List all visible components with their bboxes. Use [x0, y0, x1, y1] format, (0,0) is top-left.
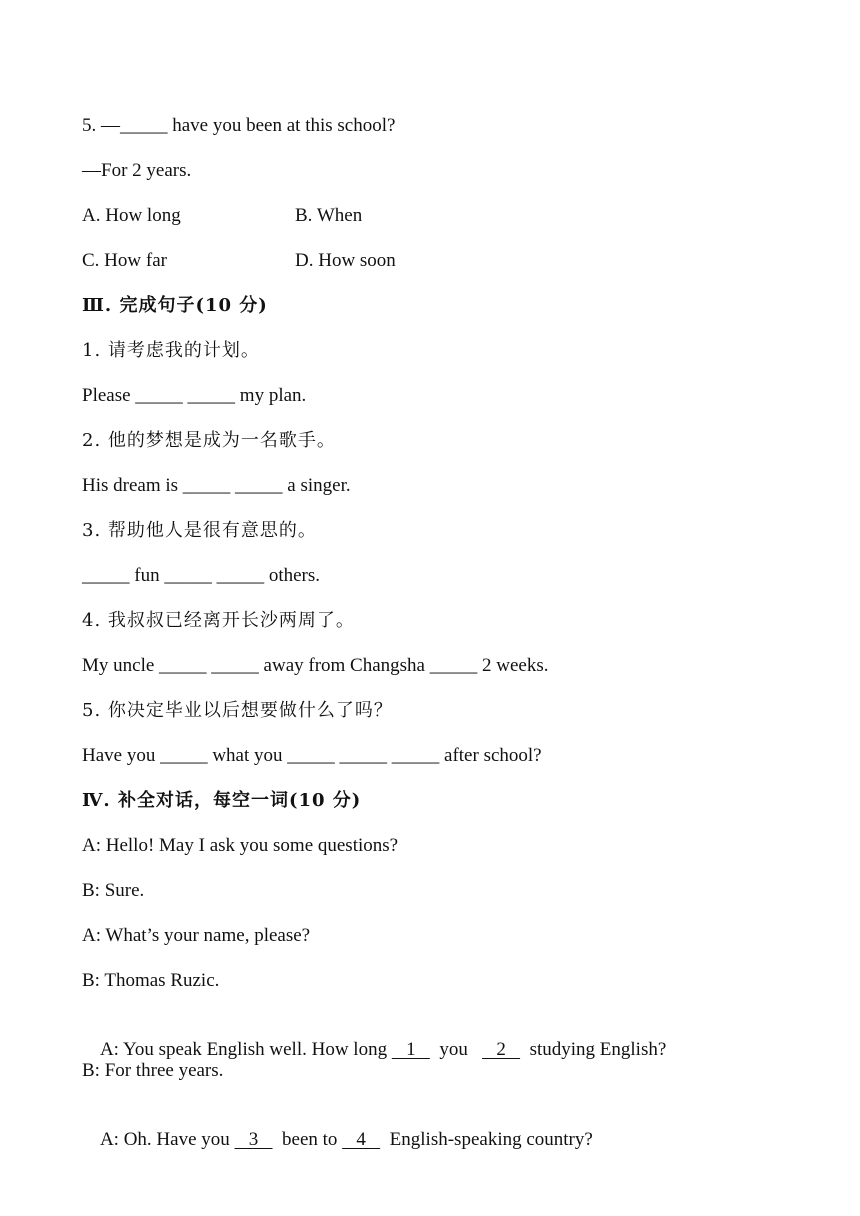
blank-1: 1	[391, 1039, 430, 1060]
sentence-4-chinese: 4. 我叔叔已经离开长沙两周了。	[82, 610, 355, 631]
sentence-5-english: Have you _____ what you _____ _____ _____ after school?	[82, 745, 542, 766]
option-c: C. How far	[82, 250, 167, 271]
dialogue-line-2: B: Sure.	[82, 880, 145, 901]
dialogue-line-1: A: Hello! May I ask you some questions?	[82, 835, 399, 856]
option-a: A. How long	[82, 205, 181, 226]
sentence-5-chinese: 5. 你决定毕业以后想要做什么了吗？	[82, 700, 393, 721]
option-d: D. How soon	[295, 250, 396, 271]
dialogue-line-5-text-1: A: You speak English well. How long	[99, 1039, 392, 1060]
sentence-1-english: Please _____ _____ my plan.	[82, 385, 307, 406]
blank-4: 4	[342, 1129, 381, 1150]
sentence-3-english: _____ fun _____ _____ others.	[82, 565, 321, 586]
dialogue-line-7-text-3: English-speaking country?	[380, 1129, 593, 1150]
question-5-stem: 5. —_____ have you been at this school?	[82, 115, 396, 136]
option-b: B. When	[295, 205, 363, 226]
dialogue-line-3: A: What’s your name, please?	[82, 925, 311, 946]
sentence-3-chinese: 3. 帮助他人是很有意思的。	[82, 520, 317, 541]
sentence-1-chinese: 1. 请考虑我的计划。	[82, 340, 260, 361]
dialogue-line-5-text-3: studying English?	[520, 1039, 667, 1060]
section-4-heading: Ⅳ. 补全对话，每空一词(10 分)	[82, 790, 362, 811]
sentence-2-english: His dream is _____ _____ a singer.	[82, 475, 351, 496]
dialogue-line-7	[82, 1104, 593, 1176]
blank-3: 3	[234, 1129, 273, 1150]
dialogue-line-7-text-2: been to	[272, 1129, 343, 1150]
question-5-reply: —For 2 years.	[82, 160, 192, 181]
sentence-2-chinese: 2. 他的梦想是成为一名歌手。	[82, 430, 336, 451]
section-3-heading: Ⅲ. 完成句子(10 分)	[82, 295, 268, 316]
dialogue-line-5-text-2: you	[429, 1039, 483, 1060]
dialogue-line-4: B: Thomas Ruzic.	[82, 970, 220, 991]
dialogue-line-7-text-1: A: Oh. Have you	[99, 1129, 235, 1150]
dialogue-line-6: B: For three years.	[82, 1060, 224, 1081]
sentence-4-english: My uncle _____ _____ away from Changsha _____ 2 weeks.	[82, 655, 549, 676]
blank-2: 2	[482, 1039, 521, 1060]
